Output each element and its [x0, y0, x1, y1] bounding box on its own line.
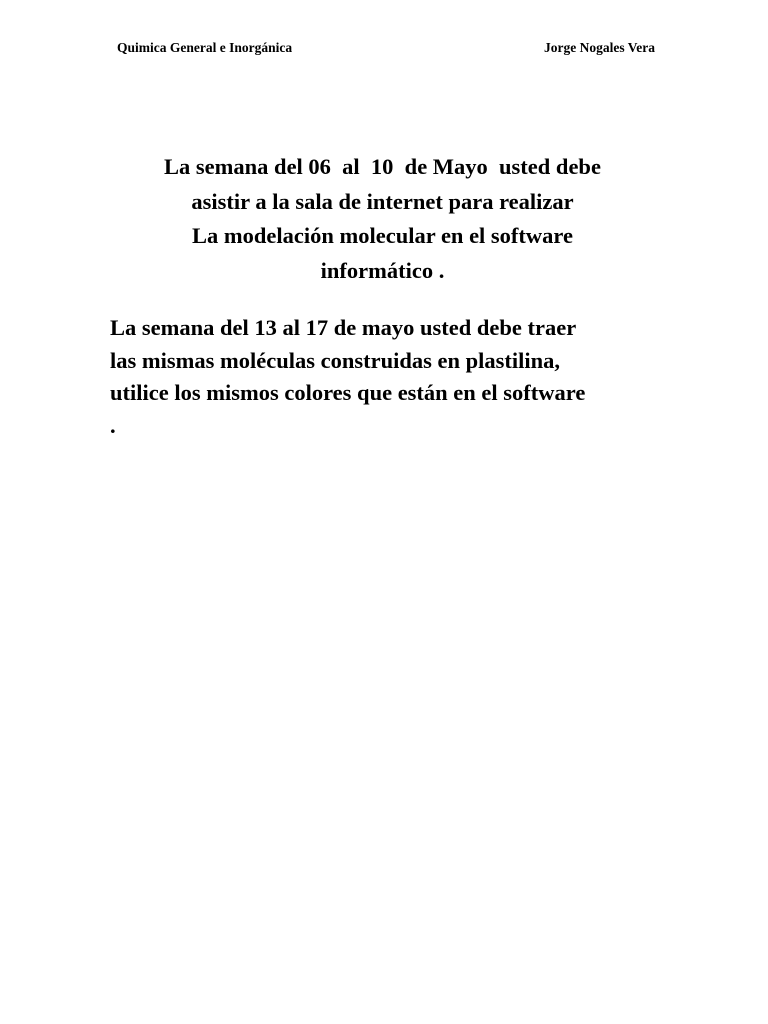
paragraph-line: La semana del 06 al 10 de Mayo usted debe	[164, 154, 601, 179]
paragraph-week-one	[110, 150, 655, 288]
paragraph-week-two	[110, 312, 670, 442]
header-author-name: Jorge Nogales Vera	[544, 40, 655, 55]
paragraph-line: informático .	[320, 257, 445, 283]
paragraph-line: las mismas moléculas construidas en plastilina,	[110, 347, 561, 373]
paragraph-line: La semana del 13 al 17 de mayo usted debe traer	[110, 315, 577, 340]
paragraph-line: asistir a la sala de internet para realizar	[191, 188, 574, 214]
paragraph-line: La modelación molecular en el software	[192, 223, 573, 248]
paragraph-line: utilice los mismos colores que están en el software	[110, 380, 586, 405]
header-course-title: Quimica General e Inorgánica	[117, 40, 293, 55]
paragraph-line: .	[110, 412, 116, 438]
